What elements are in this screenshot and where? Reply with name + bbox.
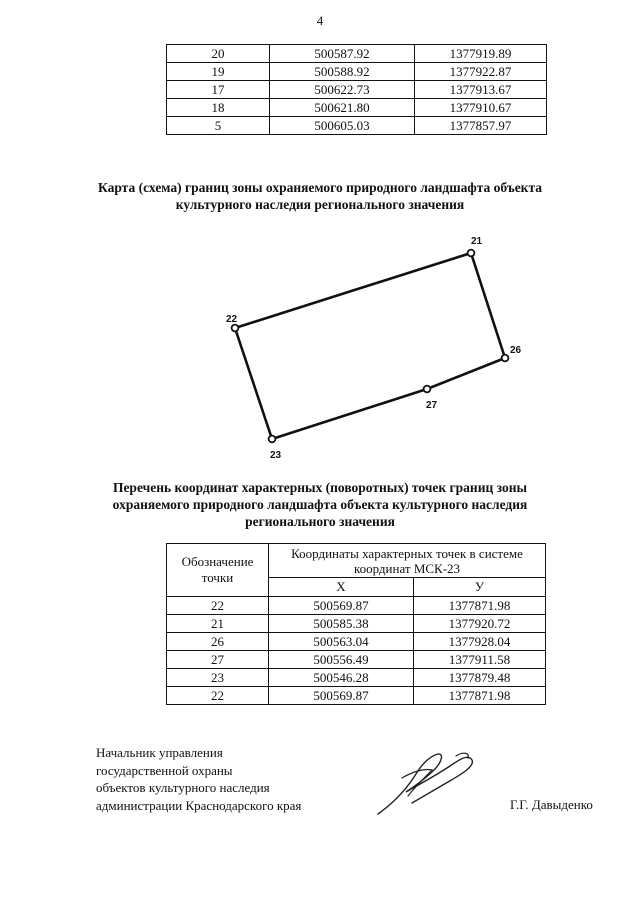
- point-cell: 21: [167, 615, 269, 633]
- coordinates-list-title: [60, 479, 580, 530]
- y-cell: 1377879.48: [414, 669, 546, 687]
- coordinate-system-header: [269, 544, 546, 578]
- x-cell: 500621.80: [270, 99, 415, 117]
- y-cell: 1377910.67: [415, 99, 547, 117]
- boundary-scheme: [220, 230, 540, 470]
- x-cell: 500569.87: [269, 597, 414, 615]
- table-row: [167, 45, 547, 63]
- coordinates-table: [166, 543, 546, 705]
- position-line: Начальник управления: [96, 745, 223, 760]
- vertex-label-26: 26: [510, 345, 522, 356]
- x-cell: 500605.03: [270, 117, 415, 135]
- map-title: [60, 179, 580, 213]
- point-cell: 22: [167, 597, 269, 615]
- vertex-label-23: 23: [270, 450, 282, 461]
- handwritten-signature: [372, 748, 482, 820]
- vertex-label-27: 27: [426, 400, 438, 411]
- signer-name: Г.Г. Давыденко: [510, 797, 593, 812]
- y-cell: 1377928.04: [414, 633, 546, 651]
- header-text: точки: [201, 570, 234, 585]
- point-label-header: [167, 544, 269, 597]
- point-cell: 5: [167, 117, 270, 135]
- table-row: [167, 687, 546, 705]
- x-cell: 500556.49: [269, 651, 414, 669]
- vertex-26: [502, 355, 509, 362]
- y-cell: 1377911.58: [414, 651, 546, 669]
- position-line: государственной охраны: [96, 762, 233, 778]
- table-row: [167, 633, 546, 651]
- table-row: [167, 99, 547, 117]
- map-title-line: культурного наследия регионального значения: [175, 197, 465, 212]
- vertex-21: [468, 250, 475, 257]
- vertex-label-21: 21: [471, 236, 483, 247]
- vertex-label-22: 22: [226, 314, 238, 325]
- vertex-27: [424, 386, 431, 393]
- x-cell: 500585.38: [269, 615, 414, 633]
- x-cell: 500546.28: [269, 669, 414, 687]
- position-line: администрации Краснодарского края: [96, 797, 302, 813]
- table-row: [167, 651, 546, 669]
- y-cell: 1377922.87: [415, 63, 547, 81]
- signatory-position: [96, 744, 301, 814]
- point-cell: 17: [167, 81, 270, 99]
- table-header-row: [167, 544, 546, 578]
- vertex-22: [232, 325, 239, 332]
- x-header: X: [269, 578, 414, 597]
- x-cell: 500588.92: [270, 63, 415, 81]
- continued-coordinates-table: [166, 44, 547, 135]
- header-text: Координаты характерных точек в системе: [291, 545, 523, 561]
- point-cell: 26: [167, 633, 269, 651]
- table-row: [167, 669, 546, 687]
- point-cell: 27: [167, 651, 269, 669]
- point-cell: 18: [167, 99, 270, 117]
- point-cell: 22: [167, 687, 269, 705]
- x-cell: 500587.92: [270, 45, 415, 63]
- y-cell: 1377871.98: [414, 597, 546, 615]
- y-cell: 1377857.97: [415, 117, 547, 135]
- x-cell: 500569.87: [269, 687, 414, 705]
- list-title-line: охраняемого природного ландшафта объекта культурного наследия: [112, 497, 528, 512]
- y-header: У: [414, 578, 546, 597]
- list-title-line: регионального значения: [245, 514, 395, 529]
- vertex-23: [269, 436, 276, 443]
- position-line: объектов культурного наследия: [96, 780, 270, 795]
- boundary-polygon: [235, 253, 505, 439]
- table-row: [167, 597, 546, 615]
- point-cell: 20: [167, 45, 270, 63]
- list-title-line: Перечень координат характерных (поворотных) точек границ зоны: [112, 480, 528, 495]
- x-cell: 500563.04: [269, 633, 414, 651]
- table-row: [167, 63, 547, 81]
- map-title-line: Карта (схема) границ зоны охраняемого природного ландшафта объекта: [97, 180, 543, 195]
- y-cell: 1377913.67: [415, 81, 547, 99]
- point-cell: 23: [167, 669, 269, 687]
- y-cell: 1377920.72: [414, 615, 546, 633]
- y-cell: 1377919.89: [415, 45, 547, 63]
- x-cell: 500622.73: [270, 81, 415, 99]
- page-number: 4: [316, 13, 324, 28]
- header-text: Обозначение: [181, 554, 254, 569]
- table-row: [167, 81, 547, 99]
- table-row: [167, 615, 546, 633]
- y-cell: 1377871.98: [414, 687, 546, 705]
- point-cell: 19: [167, 63, 270, 81]
- header-text: координат МСК-23: [353, 560, 461, 576]
- table-row: [167, 117, 547, 135]
